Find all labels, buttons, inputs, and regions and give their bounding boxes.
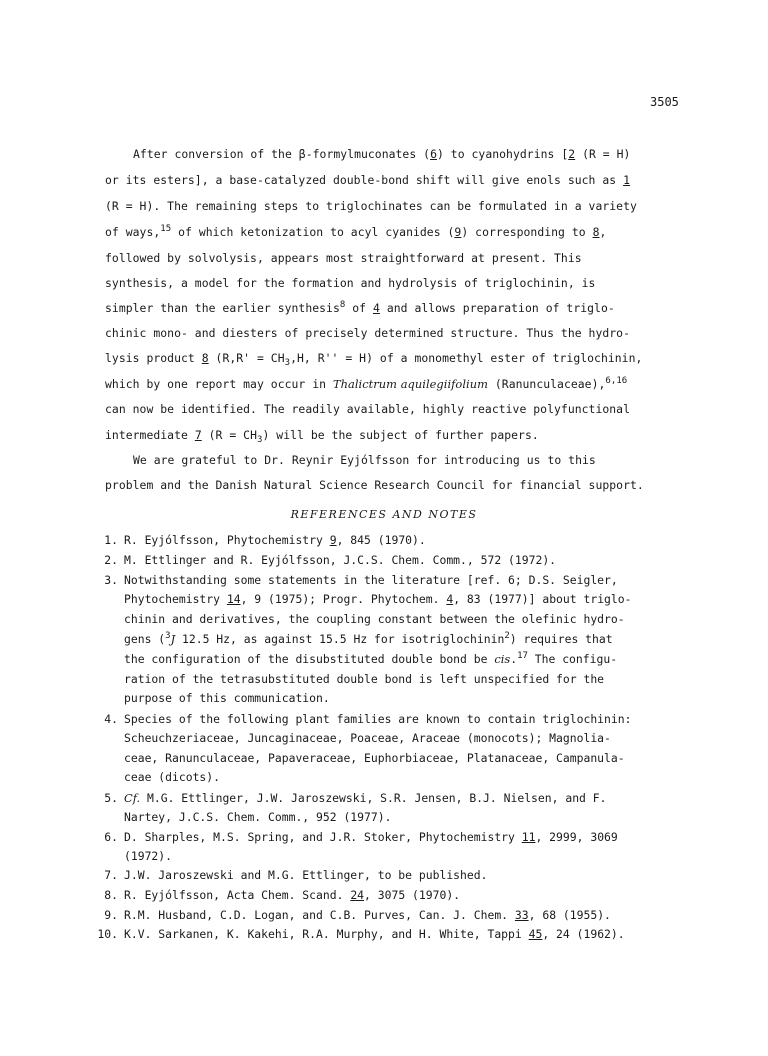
p1-line-9: lysis product 8 ($R,R' = CH_3,H$, R'' = H) of a monomethyl ester of triglochinin, [105, 351, 643, 368]
species-name: Thalictrum aquilegiifolium [332, 377, 488, 391]
ref-3-line-1: Notwithstanding some statements in the literature [ref. 6; D.S. Seigler, [124, 573, 618, 587]
p1-line-3: (R = H). The remaining steps to triglochinates can be formulated in a variety [105, 199, 637, 213]
ref-number: 1. [104, 533, 118, 547]
ref-3-line-2: Phytochemistry 14, 9 (1975); Progr. Phytochem. 4, 83 (1977)] about triglo- [124, 592, 632, 606]
ref-3-line-4: gens ($^3$J 12.5 Hz, as against 15.5 Hz for isotriglochinin$^2$) requires that [124, 631, 613, 646]
ref-3-line-5: the configuration of the disubstituted double bond be cis.$^{17}$ The configu- [124, 651, 618, 666]
ref-3-line-6: ration of the tetrasubstituted double bond is left unspecified for the [124, 672, 605, 686]
p1-line-4: of ways,$^{15}$ of which ketonization to acyl cyanides (9) corresponding to 8, [105, 224, 607, 239]
ref-number: 2. [104, 553, 118, 567]
ref-number: 10. [97, 927, 118, 941]
p1-line-6: synthesis, a model for the formation and hydrolysis of triglochinin, is [105, 276, 596, 290]
ref-3-line-7: purpose of this communication. [124, 691, 330, 705]
ref-6-line-1: D. Sharples, M.S. Spring, and J.R. Stoker, Phytochemistry 11, 2999, 3069 [124, 830, 618, 844]
p1-line-7: simpler than the earlier synthesis$^8$ of 4 and allows preparation of triglo- [105, 300, 615, 315]
p1-line-1: After conversion of the β-formylmuconates (6) to cyanohydrins [2 (R = H) [133, 147, 631, 161]
ref-number: 4. [104, 712, 118, 726]
ref-number: 9. [104, 908, 118, 922]
references-heading: REFERENCES AND NOTES [290, 508, 478, 521]
ref-2: M. Ettlinger and R. Eyjólfsson, J.C.S. Chem. Comm., 572 (1972). [124, 553, 557, 567]
ref-5-line-1: Cf. M.G. Ettlinger, J.W. Jaroszewski, S.R. Jensen, B.J. Nielsen, and F. [124, 791, 607, 805]
ref-number: 7. [104, 868, 118, 882]
ref-9: R.M. Husband, C.D. Logan, and C.B. Purves, Can. J. Chem. 33, 68 (1955). [124, 908, 611, 922]
ref-number: 8. [104, 888, 118, 902]
p1-line-11: can now be identified. The readily available, highly reactive polyfunctional [105, 402, 630, 416]
ref-10: K.V. Sarkanen, K. Kakehi, R.A. Murphy, and H. White, Tappi 45, 24 (1962). [124, 927, 625, 941]
ref-1: R. Eyjólfsson, Phytochemistry 9, 845 (1970). [124, 533, 426, 547]
ref-4-line-3: ceae, Ranunculaceae, Papaveraceae, Euphorbiaceae, Platanaceae, Campanula- [124, 751, 625, 765]
ref-6-line-2: (1972). [124, 849, 173, 863]
ref-4-line-1: Species of the following plant families are known to contain triglochinin: [124, 712, 632, 726]
ref-number: 6. [104, 830, 118, 844]
p1-line-8: chinic mono- and diesters of precisely determined structure. Thus the hydro- [105, 326, 630, 340]
ref-3-line-3: chinin and derivatives, the coupling constant between the olefinic hydro- [124, 612, 625, 626]
ref-number: 3. [104, 573, 118, 587]
p1-line-2: or its esters], a base-catalyzed double-bond shift will give enols such as 1 [105, 173, 631, 187]
p1-line-5: followed by solvolysis, appears most straightforward at present. This [105, 251, 582, 265]
ref-5-line-2: Nartey, J.C.S. Chem. Comm., 952 (1977). [124, 810, 392, 824]
ref-8: R. Eyjólfsson, Acta Chem. Scand. 24, 3075 (1970). [124, 888, 461, 902]
p2-line-1: We are grateful to Dr. Reynir Eyjólfsson for introducing us to this [133, 453, 596, 467]
page-number: 3505 [650, 95, 679, 109]
p2-line-2: problem and the Danish Natural Science Research Council for financial support. [105, 478, 644, 492]
p1-line-10: which by one report may occur in Thalictrum aquilegiifolium (Ranunculaceae),$^{6,16}$ [105, 376, 628, 391]
ref-4-line-4: ceae (dicots). [124, 770, 221, 784]
ref-number: 5. [104, 791, 118, 805]
ref-7: J.W. Jaroszewski and M.G. Ettlinger, to be published. [124, 868, 488, 882]
ref-4-line-2: Scheuchzeriaceae, Juncaginaceae, Poaceae, Araceae (monocots); Magnolia- [124, 731, 611, 745]
p1-line-12: intermediate 7 $(R = CH_3)$ will be the subject of further papers. [105, 428, 539, 445]
